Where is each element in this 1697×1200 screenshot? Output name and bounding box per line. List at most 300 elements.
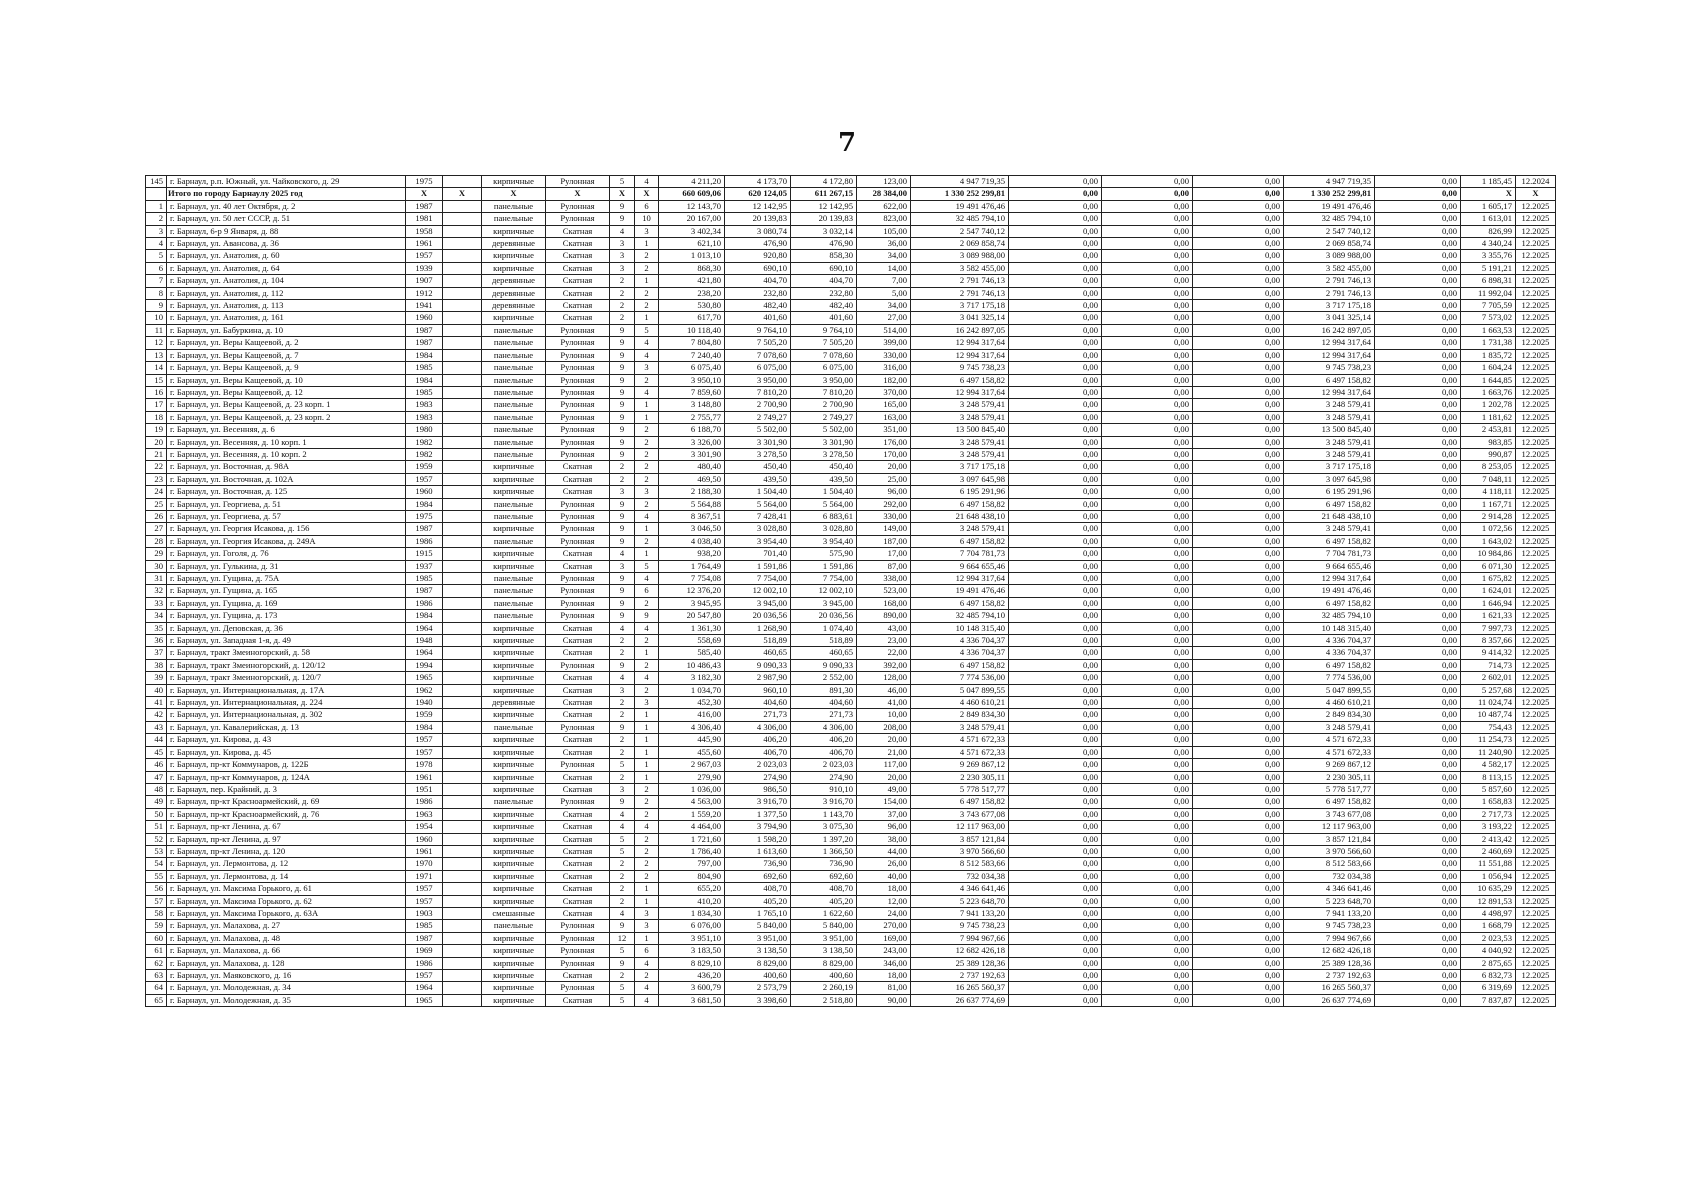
cell-total-area: 1 721,60: [659, 833, 725, 845]
cell-cost-owners: 3 717 175,18: [1284, 461, 1375, 473]
cell-residents-count: 163,00: [857, 411, 911, 423]
cell-year-commissioning: [443, 771, 482, 783]
cell-entrances: 1: [635, 734, 659, 746]
cell-residents-count: 330,00: [857, 349, 911, 361]
cell-unit-cost: 3 193,22: [1461, 821, 1516, 833]
cell-row-number: 50: [146, 808, 167, 820]
cell-completion-date: 12.2025: [1516, 287, 1556, 299]
cell-area-residential: 408,70: [791, 883, 857, 895]
cell-year-built: 1965: [406, 672, 443, 684]
cell-cost-owners: 7 774 536,00: [1284, 672, 1375, 684]
cell-cost-regional: 0,00: [1102, 808, 1193, 820]
cell-residents-count: 34,00: [857, 250, 911, 262]
cell-cost-municipal: 0,00: [1193, 808, 1284, 820]
cell-cost-other: 0,00: [1375, 349, 1461, 361]
cell-residents-count: 20,00: [857, 771, 911, 783]
cell-cost-regional: 0,00: [1102, 932, 1193, 944]
cell-roof-type: Скатная: [546, 461, 610, 473]
cell-cost-owners: 4 336 704,37: [1284, 635, 1375, 647]
cell-year-built: 1975: [406, 510, 443, 522]
cell-floors: 9: [610, 721, 635, 733]
cell-wall-material: панельные: [482, 424, 546, 436]
table-row: [146, 610, 1556, 622]
cell-cost-total: 3 248 579,41: [911, 523, 1009, 535]
cell-year-built: 1985: [406, 386, 443, 398]
cell-cost-owners: 3 970 566,60: [1284, 845, 1375, 857]
cell-wall-material: кирпичные: [482, 659, 546, 671]
cell-unit-cost: 1 663,76: [1461, 386, 1516, 398]
cell-total-area: 7 804,80: [659, 337, 725, 349]
cell-completion-date: 12.2025: [1516, 486, 1556, 498]
cell-entrances: 4: [635, 982, 659, 994]
cell-year-built: 1964: [406, 982, 443, 994]
cell-year-commissioning: [443, 362, 482, 374]
cell-total-area: 3 950,10: [659, 374, 725, 386]
cell-year-commissioning: [443, 759, 482, 771]
cell-area-premises: 8 829,00: [725, 957, 791, 969]
cell-address: г. Барнаул, ул. Восточная, д. 98А: [167, 461, 406, 473]
cell-roof-type: Рулонная: [546, 597, 610, 609]
cell-year-built: 1985: [406, 920, 443, 932]
cell-cost-federal: 0,00: [1009, 821, 1102, 833]
cell-residents-count: 28 384,00: [857, 188, 911, 200]
cell-cost-federal: 0,00: [1009, 337, 1102, 349]
cell-floors: 9: [610, 324, 635, 336]
cell-completion-date: 12.2025: [1516, 746, 1556, 758]
cell-area-premises: 232,80: [725, 287, 791, 299]
cell-entrances: 5: [635, 324, 659, 336]
cell-cost-other: 0,00: [1375, 200, 1461, 212]
cell-total-area: 410,20: [659, 895, 725, 907]
cell-year-commissioning: [443, 907, 482, 919]
cell-completion-date: 12.2025: [1516, 436, 1556, 448]
cell-area-residential: 2 749,27: [791, 411, 857, 423]
cell-unit-cost: 10 487,74: [1461, 709, 1516, 721]
cell-year-commissioning: [443, 994, 482, 1006]
cell-cost-owners: 1 330 252 299,81: [1284, 188, 1375, 200]
cell-cost-federal: 0,00: [1009, 845, 1102, 857]
cell-cost-federal: 0,00: [1009, 970, 1102, 982]
cell-total-area: 455,60: [659, 746, 725, 758]
cell-year-built: 1962: [406, 684, 443, 696]
cell-completion-date: 12.2025: [1516, 523, 1556, 535]
cell-total-area: 6 075,40: [659, 362, 725, 374]
cell-area-premises: 9 764,10: [725, 324, 791, 336]
cell-cost-other: 0,00: [1375, 907, 1461, 919]
cell-completion-date: 12.2025: [1516, 535, 1556, 547]
cell-area-premises: 986,50: [725, 783, 791, 795]
cell-cost-federal: 0,00: [1009, 957, 1102, 969]
cell-floors: 9: [610, 510, 635, 522]
cell-area-premises: 2 573,79: [725, 982, 791, 994]
cell-roof-type: Скатная: [546, 486, 610, 498]
cell-row-number: 5: [146, 250, 167, 262]
cell-cost-municipal: 0,00: [1193, 250, 1284, 262]
cell-completion-date: 12.2025: [1516, 411, 1556, 423]
cell-cost-regional: 0,00: [1102, 374, 1193, 386]
cell-wall-material: панельные: [482, 362, 546, 374]
cell-completion-date: 12.2025: [1516, 808, 1556, 820]
cell-residents-count: 208,00: [857, 721, 911, 733]
cell-row-number: 46: [146, 759, 167, 771]
cell-year-commissioning: [443, 411, 482, 423]
cell-row-number: 1: [146, 200, 167, 212]
cell-cost-regional: 0,00: [1102, 238, 1193, 250]
cell-row-number: 34: [146, 610, 167, 622]
cell-cost-federal: 0,00: [1009, 672, 1102, 684]
cell-area-residential: 400,60: [791, 970, 857, 982]
cell-residents-count: 523,00: [857, 585, 911, 597]
cell-cost-other: 0,00: [1375, 498, 1461, 510]
cell-floors: 9: [610, 386, 635, 398]
cell-area-premises: 690,10: [725, 262, 791, 274]
cell-roof-type: Рулонная: [546, 610, 610, 622]
cell-area-premises: 7 810,20: [725, 386, 791, 398]
cell-year-commissioning: [443, 684, 482, 696]
cell-residents-count: 168,00: [857, 597, 911, 609]
cell-row-number: 17: [146, 399, 167, 411]
cell-roof-type: X: [546, 188, 610, 200]
cell-cost-regional: 0,00: [1102, 585, 1193, 597]
cell-cost-total: 8 512 583,66: [911, 858, 1009, 870]
cell-completion-date: 12.2024: [1516, 176, 1556, 188]
cell-cost-municipal: 0,00: [1193, 970, 1284, 982]
cell-address: г. Барнаул, ул. Малахова, д. 66: [167, 945, 406, 957]
cell-year-built: 1961: [406, 238, 443, 250]
cell-cost-other: 0,00: [1375, 945, 1461, 957]
cell-roof-type: Рулонная: [546, 982, 610, 994]
cell-unit-cost: 11 240,90: [1461, 746, 1516, 758]
cell-area-premises: 439,50: [725, 473, 791, 485]
cell-roof-type: Рулонная: [546, 759, 610, 771]
cell-entrances: 3: [635, 225, 659, 237]
cell-cost-other: 0,00: [1375, 982, 1461, 994]
cell-cost-other: 0,00: [1375, 436, 1461, 448]
cell-cost-total: 7 704 781,73: [911, 548, 1009, 560]
cell-cost-total: 3 717 175,18: [911, 461, 1009, 473]
cell-cost-total: 32 485 794,10: [911, 213, 1009, 225]
cell-area-residential: 7 078,60: [791, 349, 857, 361]
cell-wall-material: кирпичные: [482, 647, 546, 659]
cell-cost-owners: 6 195 291,96: [1284, 486, 1375, 498]
cell-completion-date: 12.2025: [1516, 473, 1556, 485]
cell-area-premises: 450,40: [725, 461, 791, 473]
cell-cost-federal: 0,00: [1009, 411, 1102, 423]
cell-wall-material: деревянные: [482, 300, 546, 312]
cell-cost-municipal: 0,00: [1193, 771, 1284, 783]
cell-unit-cost: 990,87: [1461, 448, 1516, 460]
cell-row-number: 20: [146, 436, 167, 448]
cell-total-area: 3 301,90: [659, 448, 725, 460]
cell-row-number: 145: [146, 176, 167, 188]
cell-area-premises: 3 138,50: [725, 945, 791, 957]
cell-area-residential: 3 138,50: [791, 945, 857, 957]
cell-cost-owners: 5 778 517,77: [1284, 783, 1375, 795]
cell-cost-federal: 0,00: [1009, 213, 1102, 225]
table-row: [146, 895, 1556, 907]
cell-area-residential: 460,65: [791, 647, 857, 659]
cell-cost-owners: 3 857 121,84: [1284, 833, 1375, 845]
cell-area-premises: 3 954,40: [725, 535, 791, 547]
cell-cost-federal: 0,00: [1009, 349, 1102, 361]
cell-cost-total: 9 745 738,23: [911, 920, 1009, 932]
cell-wall-material: кирпичные: [482, 845, 546, 857]
cell-cost-regional: 0,00: [1102, 548, 1193, 560]
cell-entrances: 1: [635, 746, 659, 758]
cell-cost-federal: 0,00: [1009, 262, 1102, 274]
cell-completion-date: 12.2025: [1516, 721, 1556, 733]
cell-cost-regional: 0,00: [1102, 324, 1193, 336]
cell-completion-date: 12.2025: [1516, 771, 1556, 783]
cell-cost-other: 0,00: [1375, 771, 1461, 783]
cell-area-residential: 2 552,00: [791, 672, 857, 684]
cell-year-built: 1957: [406, 970, 443, 982]
cell-area-residential: 5 502,00: [791, 424, 857, 436]
cell-residents-count: 40,00: [857, 870, 911, 882]
cell-completion-date: 12.2025: [1516, 238, 1556, 250]
cell-cost-municipal: 0,00: [1193, 982, 1284, 994]
cell-wall-material: панельные: [482, 610, 546, 622]
cell-wall-material: кирпичные: [482, 684, 546, 696]
cell-floors: 2: [610, 895, 635, 907]
cell-cost-regional: 0,00: [1102, 858, 1193, 870]
cell-cost-federal: 0,00: [1009, 622, 1102, 634]
cell-unit-cost: 4 040,92: [1461, 945, 1516, 957]
cell-year-commissioning: [443, 548, 482, 560]
cell-area-residential: 1 591,86: [791, 560, 857, 572]
cell-address: г. Барнаул, пр-кт Красноармейский, д. 69: [167, 796, 406, 808]
cell-wall-material: кирпичные: [482, 870, 546, 882]
cell-floors: 4: [610, 548, 635, 560]
cell-address: г. Барнаул, ул. Веры Кащеевой, д. 12: [167, 386, 406, 398]
cell-cost-regional: 0,00: [1102, 250, 1193, 262]
cell-area-premises: 3 080,74: [725, 225, 791, 237]
cell-cost-other: 0,00: [1375, 262, 1461, 274]
cell-residents-count: 117,00: [857, 759, 911, 771]
cell-cost-other: 0,00: [1375, 845, 1461, 857]
cell-roof-type: Рулонная: [546, 374, 610, 386]
cell-area-residential: 476,90: [791, 238, 857, 250]
cell-cost-municipal: 0,00: [1193, 622, 1284, 634]
cell-floors: 4: [610, 672, 635, 684]
cell-wall-material: панельные: [482, 597, 546, 609]
cell-cost-federal: 0,00: [1009, 746, 1102, 758]
cell-area-premises: 920,80: [725, 250, 791, 262]
cell-address: г. Барнаул, ул. Малахова, д. 128: [167, 957, 406, 969]
cell-roof-type: Рулонная: [546, 585, 610, 597]
cell-completion-date: 12.2025: [1516, 337, 1556, 349]
cell-area-residential: 12 002,10: [791, 585, 857, 597]
cell-area-premises: 274,90: [725, 771, 791, 783]
cell-completion-date: 12.2025: [1516, 845, 1556, 857]
cell-cost-total: 3 248 579,41: [911, 411, 1009, 423]
cell-wall-material: кирпичные: [482, 994, 546, 1006]
cell-address: г. Барнаул, пр-кт Ленина, д. 67: [167, 821, 406, 833]
cell-residents-count: 24,00: [857, 907, 911, 919]
cell-year-built: X: [406, 188, 443, 200]
cell-wall-material: кирпичные: [482, 821, 546, 833]
cell-area-residential: 1 143,70: [791, 808, 857, 820]
cell-total-area: 1 764,49: [659, 560, 725, 572]
cell-roof-type: Рулонная: [546, 498, 610, 510]
cell-roof-type: Рулонная: [546, 448, 610, 460]
table-row: [146, 548, 1556, 560]
cell-cost-regional: 0,00: [1102, 349, 1193, 361]
cell-entrances: 5: [635, 560, 659, 572]
cell-cost-owners: 3 248 579,41: [1284, 436, 1375, 448]
cell-area-residential: 1 397,20: [791, 833, 857, 845]
cell-year-built: 1912: [406, 287, 443, 299]
cell-area-premises: 7 428,41: [725, 510, 791, 522]
cell-cost-total: 5 047 899,55: [911, 684, 1009, 696]
cell-floors: 2: [610, 635, 635, 647]
cell-cost-regional: 0,00: [1102, 312, 1193, 324]
cell-address: г. Барнаул, ул. Веры Кащеевой, д. 23 корп. 2: [167, 411, 406, 423]
cell-floors: 9: [610, 597, 635, 609]
cell-area-residential: 7 810,20: [791, 386, 857, 398]
cell-row-number: 59: [146, 920, 167, 932]
cell-cost-municipal: 0,00: [1193, 845, 1284, 857]
cell-completion-date: 12.2025: [1516, 759, 1556, 771]
cell-wall-material: кирпичные: [482, 709, 546, 721]
cell-cost-regional: 0,00: [1102, 597, 1193, 609]
cell-row-number: 42: [146, 709, 167, 721]
cell-area-premises: 2 023,03: [725, 759, 791, 771]
cell-cost-federal: 0,00: [1009, 498, 1102, 510]
cell-roof-type: Скатная: [546, 312, 610, 324]
cell-row-number: 44: [146, 734, 167, 746]
cell-year-built: 1957: [406, 250, 443, 262]
cell-year-built: 1978: [406, 759, 443, 771]
cell-total-area: 660 609,06: [659, 188, 725, 200]
cell-cost-other: 0,00: [1375, 535, 1461, 547]
cell-address: г. Барнаул, ул. Малахова, д. 27: [167, 920, 406, 932]
cell-residents-count: 346,00: [857, 957, 911, 969]
cell-cost-owners: 25 389 128,36: [1284, 957, 1375, 969]
cell-floors: 9: [610, 374, 635, 386]
cell-cost-owners: 7 994 967,66: [1284, 932, 1375, 944]
cell-cost-total: 5 223 648,70: [911, 895, 1009, 907]
table-row: [146, 585, 1556, 597]
cell-cost-federal: 0,00: [1009, 238, 1102, 250]
cell-area-premises: 1 591,86: [725, 560, 791, 572]
cell-completion-date: 12.2025: [1516, 597, 1556, 609]
cell-cost-regional: 0,00: [1102, 734, 1193, 746]
cell-roof-type: Скатная: [546, 845, 610, 857]
cell-address: г. Барнаул, ул. Анатолия, д. 112: [167, 287, 406, 299]
cell-cost-total: 6 497 158,82: [911, 498, 1009, 510]
cell-year-built: 1957: [406, 895, 443, 907]
cell-cost-regional: 0,00: [1102, 659, 1193, 671]
cell-roof-type: Рулонная: [546, 200, 610, 212]
cell-cost-municipal: 0,00: [1193, 635, 1284, 647]
cell-year-commissioning: [443, 275, 482, 287]
cell-residents-count: 182,00: [857, 374, 911, 386]
cell-year-built: 1961: [406, 845, 443, 857]
cell-cost-owners: 12 994 317,64: [1284, 386, 1375, 398]
cell-total-area: 1 361,30: [659, 622, 725, 634]
cell-year-commissioning: [443, 374, 482, 386]
cell-year-commissioning: [443, 250, 482, 262]
cell-total-area: 12 143,70: [659, 200, 725, 212]
cell-row-number: 15: [146, 374, 167, 386]
cell-cost-owners: 2 737 192,63: [1284, 970, 1375, 982]
cell-area-residential: 6 075,00: [791, 362, 857, 374]
cell-wall-material: кирпичные: [482, 945, 546, 957]
cell-cost-municipal: 0,00: [1193, 262, 1284, 274]
cell-year-built: 1951: [406, 783, 443, 795]
cell-roof-type: Рулонная: [546, 424, 610, 436]
cell-unit-cost: 4 498,97: [1461, 907, 1516, 919]
cell-cost-owners: 6 497 158,82: [1284, 796, 1375, 808]
cell-cost-federal: 0,00: [1009, 324, 1102, 336]
cell-year-commissioning: [443, 932, 482, 944]
cell-cost-municipal: 0,00: [1193, 324, 1284, 336]
cell-floors: 9: [610, 200, 635, 212]
cell-unit-cost: 2 460,69: [1461, 845, 1516, 857]
cell-area-residential: 3 032,14: [791, 225, 857, 237]
cell-cost-other: 0,00: [1375, 932, 1461, 944]
cell-cost-municipal: 0,00: [1193, 659, 1284, 671]
cell-total-area: 8 829,10: [659, 957, 725, 969]
cell-roof-type: Скатная: [546, 783, 610, 795]
table-row: [146, 399, 1556, 411]
table-row: [146, 213, 1556, 225]
cell-total-area: 3 951,10: [659, 932, 725, 944]
cell-roof-type: Скатная: [546, 287, 610, 299]
cell-year-commissioning: [443, 721, 482, 733]
cell-year-commissioning: [443, 610, 482, 622]
cell-completion-date: 12.2025: [1516, 783, 1556, 795]
cell-entrances: 4: [635, 337, 659, 349]
cell-area-premises: 404,70: [725, 275, 791, 287]
cell-residents-count: 22,00: [857, 647, 911, 659]
cell-completion-date: 12.2025: [1516, 324, 1556, 336]
cell-cost-municipal: 0,00: [1193, 510, 1284, 522]
cell-year-built: 1971: [406, 870, 443, 882]
cell-cost-regional: 0,00: [1102, 759, 1193, 771]
cell-cost-other: 0,00: [1375, 796, 1461, 808]
cell-completion-date: 12.2025: [1516, 796, 1556, 808]
cell-unit-cost: 1 605,17: [1461, 200, 1516, 212]
cell-address: г. Барнаул, ул. Молодежная, д. 35: [167, 994, 406, 1006]
cell-year-commissioning: [443, 238, 482, 250]
cell-address: г. Барнаул, ул. Интернациональная, д. 17А: [167, 684, 406, 696]
cell-cost-owners: 5 223 648,70: [1284, 895, 1375, 907]
cell-year-built: 1987: [406, 337, 443, 349]
cell-cost-total: 12 994 317,64: [911, 349, 1009, 361]
cell-floors: 5: [610, 176, 635, 188]
cell-address: г. Барнаул, ул. Максима Горького, д. 62: [167, 895, 406, 907]
cell-roof-type: Рулонная: [546, 510, 610, 522]
table-row: [146, 697, 1556, 709]
table-row: [146, 362, 1556, 374]
cell-year-built: 1959: [406, 461, 443, 473]
cell-entrances: 1: [635, 709, 659, 721]
cell-address: г. Барнаул, ул. Бабуркина, д. 10: [167, 324, 406, 336]
cell-row-number: 62: [146, 957, 167, 969]
cell-year-built: 1987: [406, 585, 443, 597]
table-row: [146, 262, 1556, 274]
cell-cost-municipal: 0,00: [1193, 783, 1284, 795]
cell-roof-type: Рулонная: [546, 659, 610, 671]
table-row: [146, 337, 1556, 349]
cell-cost-municipal: 0,00: [1193, 907, 1284, 919]
cell-cost-municipal: 0,00: [1193, 200, 1284, 212]
cell-year-built: 1960: [406, 486, 443, 498]
cell-cost-regional: 0,00: [1102, 573, 1193, 585]
cell-cost-other: 0,00: [1375, 920, 1461, 932]
